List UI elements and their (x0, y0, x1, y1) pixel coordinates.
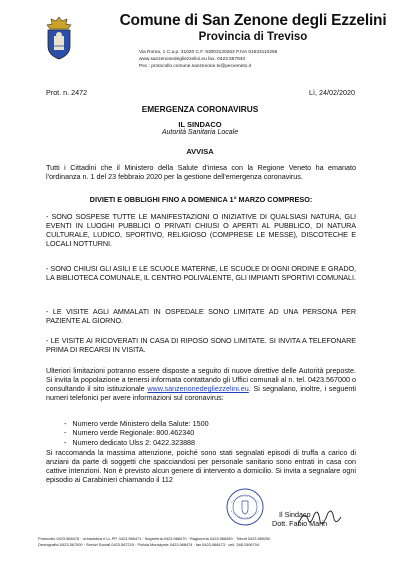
list-item: - Numero verde Regionale: 800.462340 (64, 428, 195, 438)
handwritten-signature-icon (294, 505, 344, 533)
phone-number: Numero verde Ministero della Salute: 1500 (72, 419, 209, 428)
further-info-paragraph (46, 366, 356, 402)
document-heading: EMERGENZA CORONAVIRUS (141, 104, 259, 114)
numbers-intro: Si segnalano, inoltre, i seguenti numeri telefonici per avere informazioni sul coronavirus: (46, 384, 356, 402)
protocol-number: Prot. n. 2472 (46, 88, 88, 97)
contact-address: Via Roma, 1 C.a.p. 31020 C.F. 83003130263 P.IVA 01533110266 (139, 50, 278, 55)
phone-number: Numero verde Regionale: 800.462340 (72, 428, 195, 438)
website-link[interactable]: www.sanzenonedegliezzelini.eu (147, 384, 249, 393)
closing-paragraph: Si raccomanda la massima attenzione, poiché sono stati segnalati episodi di truffa a carico di anziani da parte di soggetti che spacciandosi per personale sanitario sono entrati in casa con cattive intenzioni. Non è previsto alcun genere di intervento a domicilio. Si invita a segnalare ogni episodio ai Carabinieri chiamando il 112 (46, 448, 356, 484)
province-subtitle: Provincia di Treviso (198, 31, 308, 43)
further-info-text: Ulteriori limitazioni potranno essere disposte a seguito di nuove direttive delle Autorità preposte. Si invita la popolazione a tenersi informata contattando gli Uffici comunali al n. tel. 0423.567000 o consultando il sito istituzionale (46, 366, 356, 393)
footer-contacts (38, 536, 388, 548)
signature-name: Dott. Fabio Marin (272, 519, 328, 528)
phone-number: Numero dedicato Ulss 2: 0422.323888 (72, 437, 196, 447)
sender-title: IL SINDACO (178, 120, 222, 129)
signature-title: Il Sindaco (279, 510, 311, 519)
official-stamp-icon (225, 487, 265, 527)
footer-line: Protocollo 0423.968478 · Urbanistica e LL.PP. 0423.968471 · Segreteria 0423.968470 · Ragioneria 0423.968490 · Tributi 0423.969250 (38, 536, 271, 541)
intro-paragraph: Tutti i Cittadini che il Ministero della Salute d'intesa con la Regione Veneto ha emanato l'ordinanza n. 1 del 23 febbraio 2020 per la gestione dell'emergenza coronavirus. (46, 163, 356, 181)
restriction-item: - SONO CHIUSI GLI ASILI E LE SCUOLE MATERNE, LE SCUOLE DI OGNI ORDINE E GRADO, LA BIBLIOTECA COMUNALE, IL CENTRO POLIVALENTE, GLI IMPIANTI SPORTIVI COMUNALI. (46, 264, 356, 282)
contact-pec: Pec.: protocollo.comune.sanzenone.tv@pecveneto.it (139, 64, 252, 70)
document-date: Lì, 24/02/2020 (309, 88, 355, 97)
restriction-item: - LE VISITE AGLI AMMALATI IN OSPEDALE SONO LIMITATE AD UNA PERSONA PER PAZIENTE AL GIORNO. (46, 307, 356, 325)
letterhead-contacts (139, 49, 379, 71)
phone-numbers-list (64, 419, 209, 447)
municipal-crest-icon (44, 16, 74, 60)
contact-web-fax: www.sanzenonedegliezzelini.eu fax. 0423.567840 (139, 57, 246, 63)
sender-role: Autorità Sanitaria Locale (161, 129, 239, 136)
footer-line: Demografici 0423.567000 · Servizi Sociali 0423.567215 · Polizia Municipale 0423.968474 · fax 0423.968473 · cell. 348.1506704 (38, 542, 260, 547)
list-item: - Numero dedicato Ulss 2: 0422.323888 (64, 437, 196, 447)
action-heading: AVVISA (186, 147, 214, 156)
list-item: - Numero verde Ministero della Salute: 1500 (64, 419, 209, 428)
further-info-punct: . (248, 384, 251, 393)
restrictions-title: DIVIETI E OBBLIGHI FINO A DOMENICA 1° MARZO COMPRESO: (89, 195, 313, 204)
municipality-title: Comune di San Zenone degli Ezzelini (119, 12, 387, 29)
restriction-item: - LE VISITE AI RICOVERATI IN CASA DI RIPOSO SONO LIMITATE. SI INVITA A TELEFONARE PRIMA DI RECARSI IN VISITA. (46, 336, 356, 354)
restriction-item: - SONO SOSPESE TUTTE LE MANIFESTAZIONI O INIZIATIVE DI QUALSIASI NATURA, GLI EVENTI IN LUOGHI PUBBLICI O PRIVATI CHIUSI O APERTI AL PUBBLICO, DI NATURA CULTURALE, LUDICO, SPORTIVO, RELIGIOSO (COMPRESE LE MESSE), DISCOTECHE E LOCALI NOTTURNI. (46, 212, 356, 248)
